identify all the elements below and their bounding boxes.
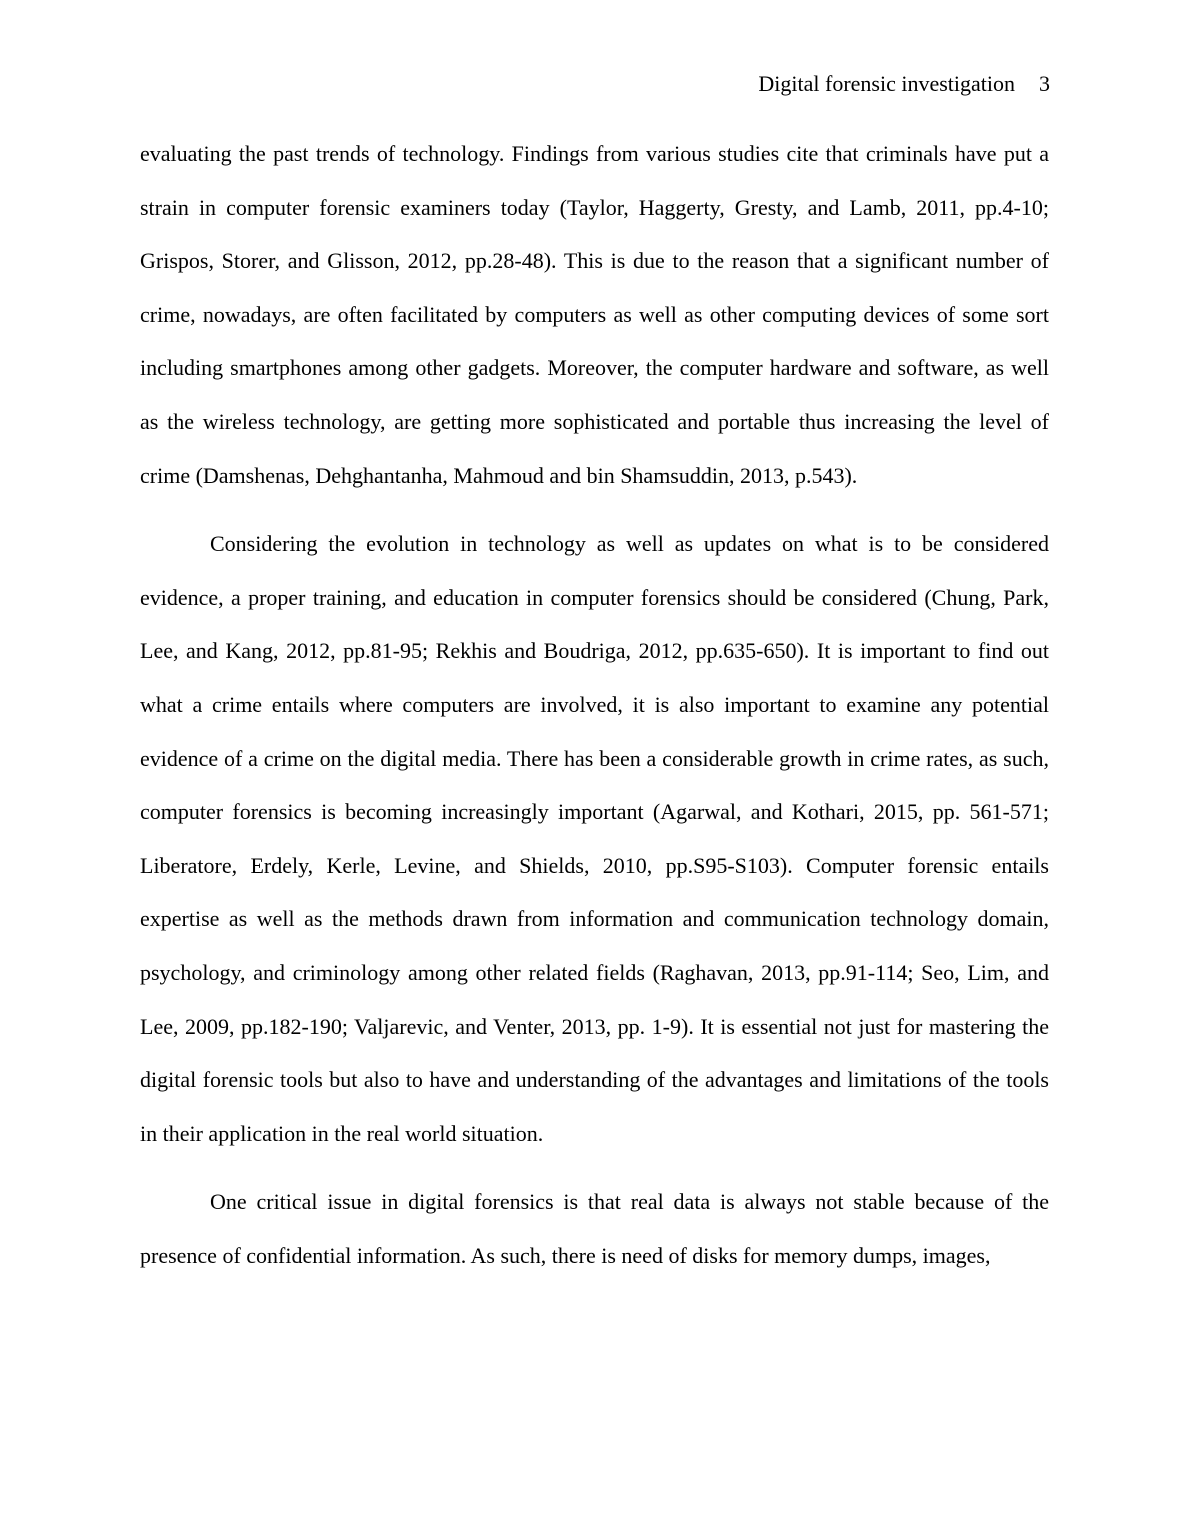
body-text bbox=[140, 127, 1049, 1297]
paragraph-critical-issue: One critical issue in digital forensics is that real data is always not stable because of the presence of confidential information. As such, there is need of disks for memory dumps, images, bbox=[140, 1189, 1049, 1268]
paragraph-evolution-in-technology: Considering the evolution in technology as well as updates on what is to be considered evidence, a proper training, and education in computer forensics should be considered (Chung, Park, Lee, and Kang, 2012, pp.81-95; Rekhis and Boudriga, 2012, pp.635-650). It is important to find out what a crime entails where computers are involved, it is also important to examine any potential evidence of a crime on the digital media. There has been a considerable growth in crime rates, as such, computer forensics is becoming increasingly important (Agarwal, and Kothari, 2015, pp. 561-571; Liberatore, Erdely, Kerle, Levine, and Shields, 2010, pp.S95-S103). Computer forensic entails expertise as well as the methods drawn from information and communication technology domain, psychology, and criminology among other related fields (Raghavan, 2013, pp.91-114; Seo, Lim, and Lee, 2009, pp.182-190; Valjarevic, and Venter, 2013, pp. 1-9). It is essential not just for mastering the digital forensic tools but also to have and understanding of the advantages and limitations of the tools in their application in the real world situation. bbox=[140, 531, 1049, 1146]
running-head bbox=[758, 68, 1050, 100]
running-head-title: Digital forensic investigation bbox=[758, 71, 1015, 96]
paragraph-continuation: evaluating the past trends of technology. Findings from various studies cite that criminals have put a strain in computer forensic examiners today (Taylor, Haggerty, Gresty, and Lamb, 2011, pp.4-10; Grispos, Storer, and Glisson, 2012, pp.28-48). This is due to the reason that a significant number of crime, nowadays, are often facilitated by computers as well as other computing devices of some sort including smartphones among other gadgets. Moreover, the computer hardware and software, as well as the wireless technology, are getting more sophisticated and portable thus increasing the level of crime (Damshenas, Dehghantanha, Mahmoud and bin Shamsuddin, 2013, p.543). bbox=[140, 141, 1049, 488]
page-number: 3 bbox=[1039, 71, 1050, 96]
